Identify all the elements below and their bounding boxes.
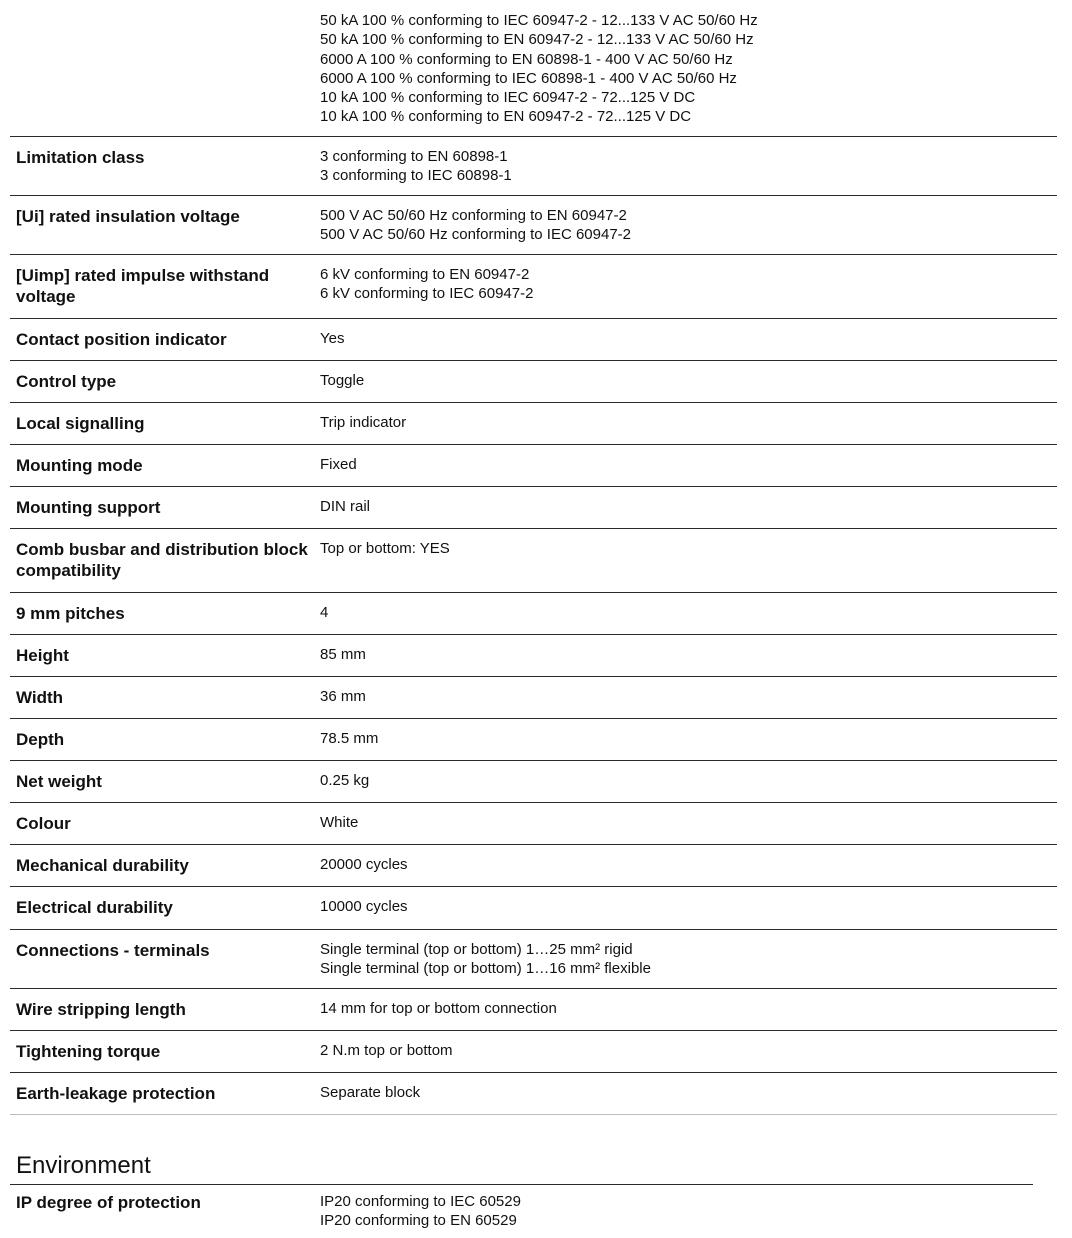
row-label: Mounting support — [16, 498, 161, 517]
row-values — [320, 603, 1057, 634]
row-value: Yes — [320, 330, 345, 347]
row-value: 6000 A 100 % conforming to IEC 60898-1 - 400 V AC 50/60 Hz — [320, 69, 737, 87]
row-label: Net weight — [16, 772, 102, 791]
row-value: Top or bottom: YES — [320, 540, 450, 557]
table-row — [10, 719, 1057, 761]
row-values — [320, 329, 1057, 360]
table-row — [10, 403, 1057, 445]
table-row — [10, 137, 1057, 196]
row-values — [320, 206, 1057, 254]
row-value: 20000 cycles — [320, 856, 408, 873]
row-value: 85 mm — [320, 646, 366, 663]
row-value: White — [320, 814, 359, 831]
row-label: Contact position indicator — [16, 330, 227, 349]
row-values — [320, 455, 1057, 486]
table-row — [10, 319, 1057, 361]
row-label: [Ui] rated insulation voltage — [16, 207, 240, 226]
row-label: 9 mm pitches — [16, 604, 125, 623]
table-row — [10, 677, 1057, 719]
table-row — [10, 593, 1057, 635]
row-label — [10, 11, 320, 136]
table-row — [10, 1073, 1057, 1115]
row-values — [320, 1083, 1057, 1114]
row-value: 0.25 kg — [320, 772, 370, 789]
row-value: 6 kV conforming to EN 60947-2 — [320, 266, 530, 283]
row-value: Separate block — [320, 1084, 421, 1101]
row-value: 50 kA 100 % conforming to EN 60947-2 - 12...133 V AC 50/60 Hz — [320, 31, 754, 49]
row-value: 78.5 mm — [320, 730, 379, 747]
row-label: Mechanical durability — [16, 856, 189, 875]
table-row — [10, 803, 1057, 845]
table-row — [10, 989, 1057, 1031]
row-value: 6 kV conforming to IEC 60947-2 — [320, 285, 534, 303]
row-value: Toggle — [320, 372, 365, 389]
row-label: Electrical durability — [16, 898, 173, 917]
environment-title-divider — [10, 1184, 1033, 1185]
row-values — [320, 645, 1057, 676]
row-label: IP degree of protection — [16, 1193, 201, 1212]
row-values — [320, 371, 1057, 402]
row-values — [320, 729, 1057, 760]
row-values — [320, 813, 1057, 844]
row-values — [320, 1192, 1057, 1231]
row-value: 10 kA 100 % conforming to IEC 60947-2 - 72...125 V DC — [320, 89, 696, 107]
row-value: 500 V AC 50/60 Hz conforming to EN 60947-2 — [320, 207, 627, 224]
row-values — [320, 771, 1057, 802]
row-label: Earth-leakage protection — [16, 1084, 216, 1103]
row-value: Fixed — [320, 456, 357, 473]
row-label: Tightening torque — [16, 1042, 161, 1061]
table-row — [10, 1031, 1057, 1073]
row-values — [320, 999, 1057, 1030]
row-value: 10 kA 100 % conforming to EN 60947-2 - 72...125 V DC — [320, 108, 692, 126]
row-value: 6000 A 100 % conforming to EN 60898-1 - 400 V AC 50/60 Hz — [320, 50, 733, 68]
table-row — [10, 487, 1057, 529]
environment-section-title: Environment — [16, 1152, 151, 1179]
row-value: Single terminal (top or bottom) 1…25 mm² rigid — [320, 941, 633, 958]
row-values — [320, 855, 1057, 886]
table-row — [10, 930, 1057, 989]
row-values — [320, 539, 1057, 592]
table-row — [10, 196, 1057, 255]
row-label: Control type — [16, 372, 117, 391]
row-value: DIN rail — [320, 498, 371, 515]
row-value: 50 kA 100 % conforming to IEC 60947-2 - 12...133 V AC 50/60 Hz — [320, 12, 758, 29]
table-row — [10, 845, 1057, 887]
row-values — [320, 11, 1057, 136]
row-values — [320, 413, 1057, 444]
row-label: Local signalling — [16, 414, 145, 433]
table-row — [10, 529, 1057, 593]
row-label: Depth — [16, 730, 65, 749]
row-value: Single terminal (top or bottom) 1…16 mm² flexible — [320, 960, 651, 978]
row-value: 4 — [320, 604, 329, 621]
table-row — [10, 635, 1057, 677]
row-value: IP20 conforming to EN 60529 — [320, 1212, 517, 1230]
table-row — [10, 361, 1057, 403]
table-row — [10, 1192, 1057, 1231]
row-value: 10000 cycles — [320, 898, 408, 915]
row-label: [Uimp] rated impulse withstand voltage — [16, 266, 270, 306]
row-values — [320, 497, 1057, 528]
row-value: 3 conforming to IEC 60898-1 — [320, 167, 512, 185]
row-value: 500 V AC 50/60 Hz conforming to IEC 60947-2 — [320, 226, 632, 244]
table-row — [10, 761, 1057, 803]
row-label: Mounting mode — [16, 456, 143, 475]
row-label: Width — [16, 688, 64, 707]
row-label: Limitation class — [16, 148, 145, 167]
row-value: Trip indicator — [320, 414, 407, 431]
table-row — [10, 255, 1057, 319]
row-value: 2 N.m top or bottom — [320, 1042, 453, 1059]
row-label: Connections - terminals — [16, 941, 210, 960]
row-values — [320, 147, 1057, 195]
row-values — [320, 940, 1057, 988]
table-row — [10, 887, 1057, 930]
row-value: 36 mm — [320, 688, 366, 705]
row-value: 3 conforming to EN 60898-1 — [320, 148, 508, 165]
row-label: Comb busbar and distribution block compatibility — [16, 540, 308, 580]
row-values — [320, 1041, 1057, 1072]
row-value: 14 mm for top or bottom connection — [320, 1000, 557, 1017]
row-label: Wire stripping length — [16, 1000, 186, 1019]
table-row — [10, 445, 1057, 487]
row-label: Colour — [16, 814, 71, 833]
row-value: IP20 conforming to IEC 60529 — [320, 1193, 521, 1210]
row-label: Height — [16, 646, 69, 665]
row-values — [320, 897, 1057, 929]
table-row — [10, 6, 1057, 137]
row-values — [320, 687, 1057, 718]
row-values — [320, 265, 1057, 318]
